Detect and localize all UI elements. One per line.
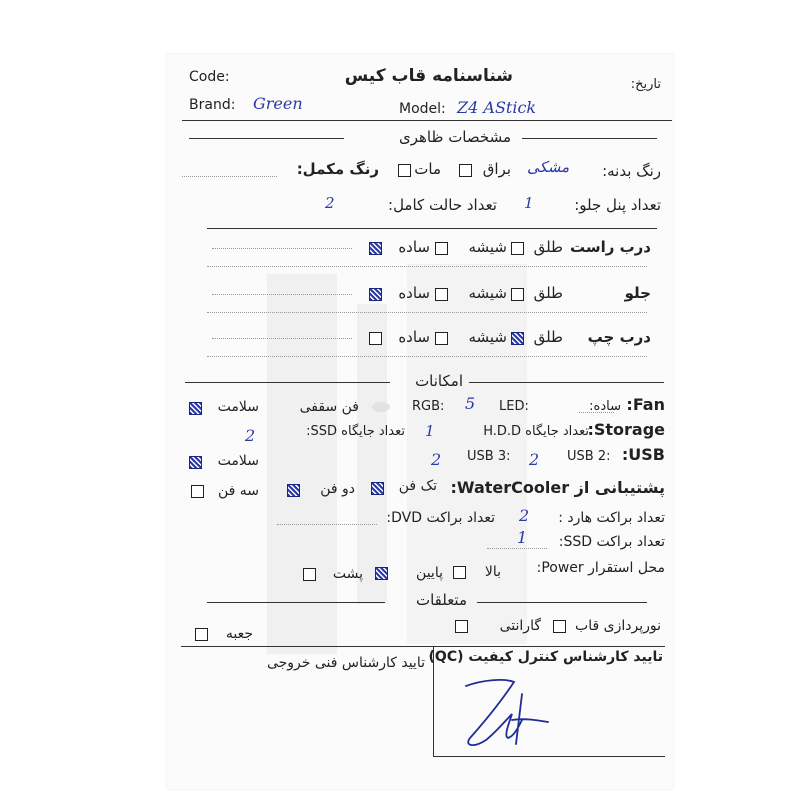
approval-top-line [181,646,665,647]
panel-left-door-talq-label: طلق [533,328,563,346]
panel-front-glass-label: شیشه [468,284,507,302]
panel-front-talq-label: طلق [533,284,563,302]
hdd-slots-value: 1 [425,422,435,440]
panel-row-dots [207,266,647,267]
usb2-label: USB 2: [567,449,611,464]
ssd-slots-label: تعداد جایگاه SSD: [306,424,405,439]
power-position-label: محل استقرار Power: [536,560,665,576]
features-line-right [469,382,664,383]
form-title: شناسنامه قاب کیس [344,66,513,86]
panel-right-door-glass-checkbox[interactable] [435,242,448,255]
front-panel-count-value: 1 [524,194,534,212]
two-fan-label: دو فن [320,481,355,497]
fan-health-label: سلامت [217,399,259,415]
dvd-bracket-dots [277,524,377,525]
bottom-checkbox[interactable] [375,567,388,580]
one-fan-checkbox[interactable] [371,482,384,495]
watermark-shape [267,274,337,654]
accessories-line-right [477,602,647,603]
complement-color-dots [182,176,277,177]
two-fan-checkbox[interactable] [287,484,300,497]
usb3-label: USB 3: [467,449,511,464]
body-color-value: مشکی [527,158,570,176]
panel-row-dots [212,248,352,249]
section-line-left [189,138,344,139]
panel-row-dots [207,312,647,313]
panel-front-glass-checkbox[interactable] [435,288,448,301]
matte-checkbox[interactable] [398,164,411,177]
dvd-bracket-label: تعداد براکت DVD: [386,510,495,526]
hdd-slots-label: تعداد جایگاه H.D.D [483,424,589,439]
back-label: پشت [332,566,363,582]
panel-row-dots [212,338,352,339]
one-fan-label: تک فن [398,478,437,494]
header-divider [182,120,672,121]
panel-right-door-glass-label: شیشه [468,238,507,256]
panel-front-plain-label: ساده [398,284,430,302]
fan-ceiling-label: فن سقفی [299,399,359,415]
tech-approval-label: تایید کارشناس فنی خروجی [266,655,425,671]
brand-value: Green [253,94,303,113]
ssd-bracket-value: 1 [517,528,528,547]
panel-front-talq-checkbox[interactable] [511,288,524,301]
approval-bottom-line [433,756,665,757]
fan-plain-dots [579,412,614,413]
features-line-left [185,382,390,383]
qc-signature [452,674,562,754]
usb-health-label: سلامت [217,453,259,469]
panel-right-door-label: درب راست [569,238,651,256]
brand-label: Brand: [189,97,236,113]
panel-left-door-plain-label: ساده [398,328,430,346]
panel-front-label: جلو [624,284,651,302]
panel-front-plain-checkbox[interactable] [369,288,382,301]
glossy-label: براق [482,160,511,178]
accessories-section-title: متعلقات [415,591,467,609]
usb-label: USB: [621,445,665,464]
fan-rgb-label: RGB: [412,399,445,414]
complement-color-label: رنگ مکمل: [296,160,379,178]
usb3-value: 2 [431,450,442,469]
box-checkbox[interactable] [195,628,208,641]
storage-label: Storage: [587,420,665,439]
usb-health-checkbox[interactable] [189,456,202,469]
registration-form [167,54,673,789]
lighting-label: نورپردازی قاب [575,618,661,634]
watermark-shape [357,304,387,604]
panel-right-door-talq-checkbox[interactable] [511,242,524,255]
warranty-label: گارانتی [499,618,541,634]
fan-rgb-mark [372,402,390,412]
full-modes-label: تعداد حالت کامل: [388,196,497,214]
back-checkbox[interactable] [303,568,316,581]
qc-approval-label: تایید کارشناس کنترل کیفیت (QC) [428,649,663,665]
watercooler-label: پشتیبانی از WaterCooler: [450,478,665,497]
glossy-checkbox[interactable] [459,164,472,177]
panel-row-dots [207,356,647,357]
top-checkbox[interactable] [453,566,466,579]
ssd-slots-value: 2 [245,426,256,445]
panel-left-door-label: درب چپ [587,328,651,346]
hdd-bracket-label: تعداد براکت هارد : [558,510,665,526]
panel-left-door-talq-checkbox[interactable] [511,332,524,345]
date-label: تاریخ: [630,77,661,92]
matte-label: مات [414,160,441,178]
lighting-checkbox[interactable] [553,620,566,633]
panel-left-door-glass-label: شیشه [468,328,507,346]
code-label: Code: [189,69,230,85]
box-label: جعبه [225,626,253,642]
hdd-bracket-value: 2 [519,506,530,525]
panel-left-door-plain-checkbox[interactable] [369,332,382,345]
three-fan-label: سه فن [217,483,259,499]
body-color-label: رنگ بدنه: [602,162,661,180]
top-label: بالا [484,564,501,580]
appearance-section-title: مشخصات ظاهری [398,128,511,146]
model-label: Model: [399,101,446,117]
features-section-title: امکانات [415,372,463,390]
panel-left-door-glass-checkbox[interactable] [435,332,448,345]
ssd-bracket-dots [487,548,547,549]
model-value: Z4 AStick [457,98,537,117]
panel-right-door-plain-label: ساده [398,238,430,256]
bottom-label: پایین [416,565,443,581]
ssd-bracket-label: تعداد براکت SSD: [558,534,665,550]
warranty-checkbox[interactable] [455,620,468,633]
accessories-line-left [207,602,385,603]
panel-row-dots [212,294,352,295]
fan-led-value: 5 [465,394,476,413]
fan-led-label: LED: [499,399,529,414]
panel-right-door-plain-checkbox[interactable] [369,242,382,255]
three-fan-checkbox[interactable] [191,485,204,498]
panels-top-line [207,228,657,229]
panel-right-door-talq-label: طلق [533,238,563,256]
usb2-value: 2 [529,450,540,469]
section-line-right [522,138,657,139]
fan-health-checkbox[interactable] [189,402,202,415]
fan-label: Fan: [626,395,665,414]
full-modes-value: 2 [325,194,335,212]
fan-plain-label: ساده: [589,399,621,414]
front-panel-count-label: تعداد پنل جلو: [574,196,661,214]
